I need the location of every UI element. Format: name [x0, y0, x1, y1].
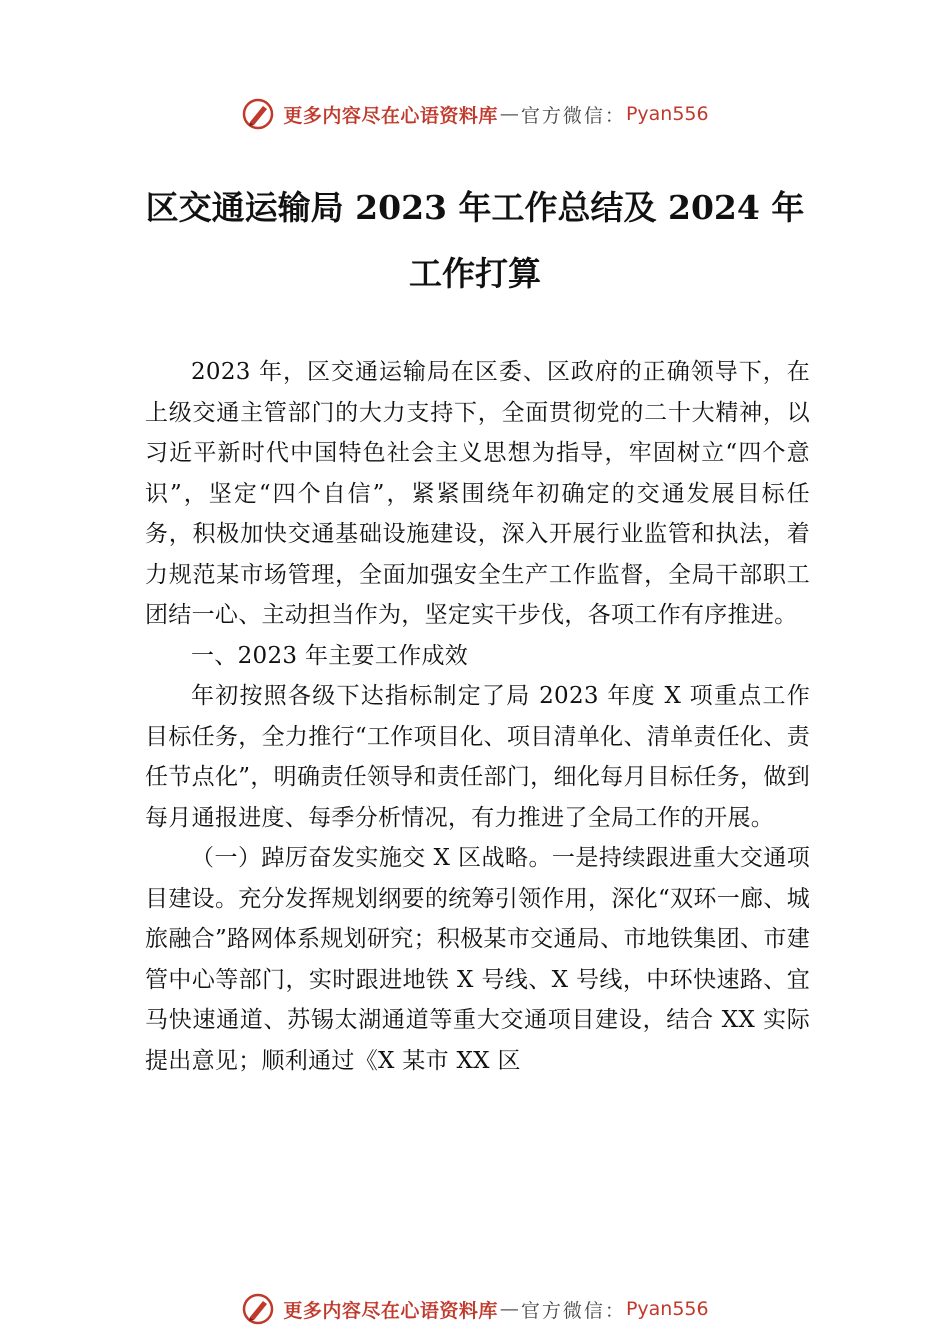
- paragraph-strategy: （一）踔厉奋发实施交 X 区战略。一是持续跟进重大交通项目建设。充分发挥规划纲要的统筹引领作用，深化“双环一廊、城旅融合”路网体系规划研究；积极某市交通局、市地铁集团、市建管中心等部门，实时跟进地铁 X 号线、X 号线，中环快速路、宜马快速通道、苏锡太湖通道等重大交通项目建设，结合 XX 实际提出意见；顺利通过《X 某市 XX 区: [145, 845, 810, 1074]
- banner-dash: —: [499, 1298, 519, 1320]
- pen-logo-icon: [241, 97, 275, 131]
- watermark-banner-bottom: [0, 1287, 950, 1331]
- banner-dash: —: [499, 103, 519, 125]
- pen-logo-icon: [241, 1292, 275, 1326]
- banner-wechat-label: 官方微信：: [520, 1299, 626, 1322]
- document-title: [100, 175, 850, 307]
- title-line-2: 工作打算: [409, 254, 541, 293]
- banner-wechat-label: 官方微信：: [520, 104, 626, 127]
- banner-wechat-handle: Pyan556: [625, 1298, 709, 1320]
- document-body: [145, 352, 810, 1081]
- section-heading: 一、2023 年主要工作成效: [191, 642, 469, 669]
- banner-lead-text: 更多内容尽在心语资料库: [283, 1299, 498, 1322]
- title-line-1: 区交通运输局 2023 年工作总结及 2024 年: [145, 188, 805, 227]
- banner-wechat-handle: Pyan556: [625, 103, 709, 125]
- paragraph-targets: 年初按照各级下达指标制定了局 2023 年度 X 项重点工作目标任务，全力推行“工作项目化、项目清单化、清单责任化、责任节点化”，明确责任领导和责任部门，细化每月目标任务，做到每月通报进度、每季分析情况，有力推进了全局工作的开展。: [145, 683, 810, 831]
- watermark-banner-top: [0, 92, 950, 136]
- paragraph-intro: 2023 年，区交通运输局在区委、区政府的正确领导下，在上级交通主管部门的大力支持下，全面贯彻党的二十大精神，以习近平新时代中国特色社会主义思想为指导，牢固树立“四个意识”，坚定“四个自信”，紧紧围绕年初确定的交通发展目标任务，积极加快交通基础设施建设，深入开展行业监管和执法，着力规范某市场管理，全面加强安全生产工作监督，全局干部职工团结一心、主动担当作为，坚定实干步伐，各项工作有序推进。: [145, 359, 810, 628]
- banner-lead-text: 更多内容尽在心语资料库: [283, 104, 498, 127]
